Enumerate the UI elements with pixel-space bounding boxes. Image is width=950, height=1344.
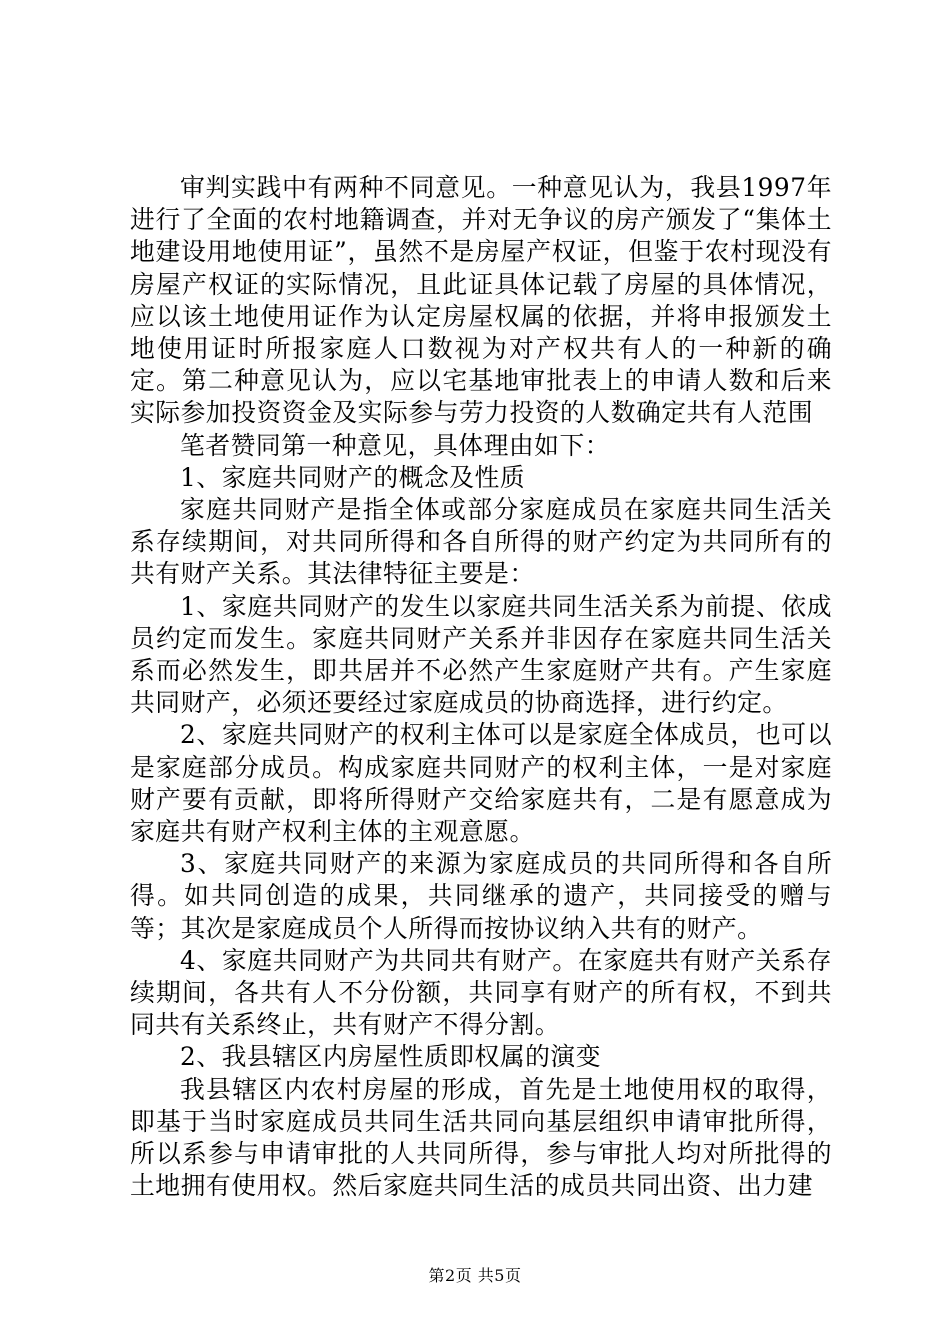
section-heading-2: 2、我县辖区内房屋性质即权属的演变 <box>180 1042 602 1072</box>
paragraph-author-view: 笔者赞同第一种意见，具体理由如下： <box>180 430 611 460</box>
list-item-feature-4: 4、家庭共同财产为共同共有财产。在家庭共有财产关系存续期间，各共有人不分份额，共同享有财产的所有权，不到共同共有关系终止，共有财产不得分割。 <box>130 945 832 1040</box>
list-item-feature-3: 3、家庭共同财产的来源为家庭成员的共同所得和各自所得。如共同创造的成果，共同继承的遗产，共同接受的赠与等；其次是家庭成员个人所得而按协议纳入共有的财产。 <box>130 849 832 943</box>
paragraph-definition: 家庭共同财产是指全体或部分家庭成员在家庭共同生活关系存续期间，对共同所得和各自所得的财产约定为共同所有的共有财产关系。其法律特征主要是： <box>130 495 832 589</box>
page-footer: 第2页 共5页 <box>428 1266 522 1285</box>
list-item-feature-2: 2、家庭共同财产的权利主体可以是家庭全体成员，也可以是家庭部分成员。构成家庭共同财产的权利主体，一是对家庭财产要有贡献，即将所得财产交给家庭共有，二是有愿意成为家庭共有财产权利主体的主观意愿。 <box>130 720 832 847</box>
paragraph-house-origin: 我县辖区内农村房屋的形成，首先是土地使用权的取得，即基于当时家庭成员共同生活共同向基层组织申请审批所得，所以系参与申请审批的人共同所得，参与审批人均对所批得的土地拥有使用权。然后家庭共同生活的成员共同出资、出力建 <box>130 1074 832 1201</box>
paragraph-opinions: 审判实践中有两种不同意见。一种意见认为，我县1997年进行了全面的农村地籍调查，并对无争议的房产颁发了“集体土地建设用地使用证”，虽然不是房屋产权证，但鉴于农村现没有房屋产权证的实际情况，且此证具体记载了房屋的具体情况，应以该土地使用证作为认定房屋权属的依据，并将申报颁发土地使用证时所报家庭人口数视为对产权共有人的一种新的确定。第二种意见认为，应以宅基地审批表上的申请人数和后来实际参加投资资金及实际参与劳力投资的人数确定共有人范围 <box>130 173 832 428</box>
list-item-feature-1: 1、家庭共同财产的发生以家庭共同生活关系为前提、依成员约定而发生。家庭共同财产关系并非因存在家庭共同生活关系而必然发生，即共居并不必然产生家庭财产共有。产生家庭共同财产，必须还要经过家庭成员的协商选择，进行约定。 <box>130 591 832 718</box>
section-heading-1: 1、家庭共同财产的概念及性质 <box>180 462 526 492</box>
document-body <box>130 172 832 1203</box>
